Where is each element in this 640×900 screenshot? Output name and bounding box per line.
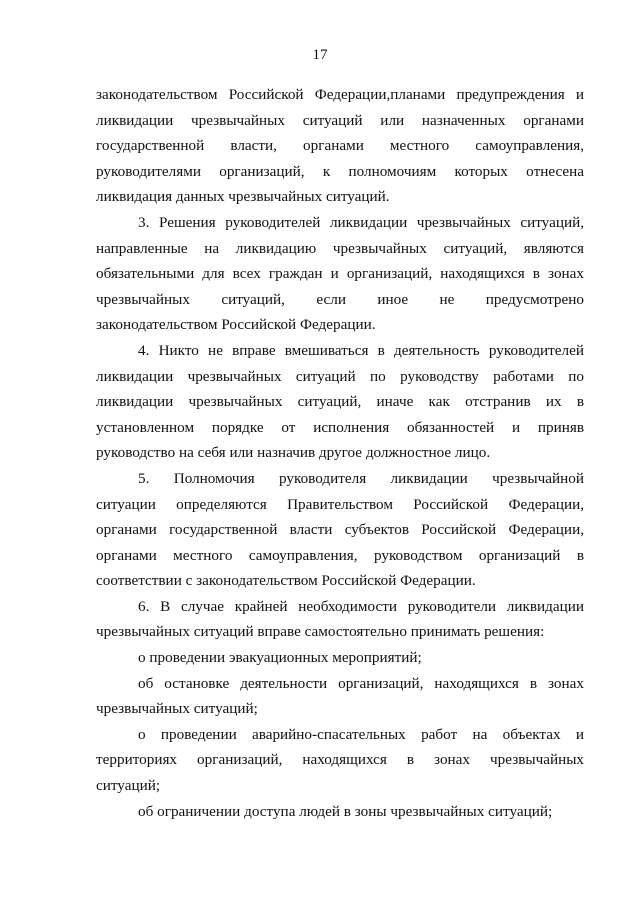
text-line: законодательством Российской Федерации.	[96, 316, 376, 334]
text-line: об остановке деятельности организаций, находящихся в зонах	[138, 674, 584, 692]
text-line: руководителями организаций, к полномочиям которых отнесена	[96, 162, 584, 180]
paragraph	[96, 722, 584, 799]
text-line: ликвидация данных чрезвычайных ситуаций.	[96, 188, 390, 206]
text-line: ситуаций;	[96, 777, 161, 795]
text-line: об ограничении доступа людей в зоны чрезвычайных ситуаций;	[138, 802, 553, 820]
text-line: чрезвычайных ситуаций вправе самостоятельно принимать решения:	[96, 623, 545, 641]
text-line: руководство на себя или назначив другое должностное лицо.	[96, 444, 491, 462]
text-line: направленные на ликвидацию чрезвычайных ситуаций, являются	[96, 239, 584, 257]
paragraph	[96, 338, 584, 466]
paragraph	[96, 645, 584, 671]
text-line: 6. В случае крайней необходимости руководители ликвидации	[138, 597, 584, 615]
text-line: ситуации определяются Правительством Российской Федерации,	[96, 495, 584, 513]
text-line: чрезвычайных ситуаций, если иное не предусмотрено	[96, 290, 584, 308]
text-line: соответствии с законодательством Российской Федерации.	[96, 572, 476, 590]
text-line: 5. Полномочия руководителя ликвидации чрезвычайной	[138, 469, 584, 487]
paragraph	[96, 210, 584, 338]
text-line: 4. Никто не вправе вмешиваться в деятельность руководителей	[138, 341, 584, 359]
text-line: 3. Решения руководителей ликвидации чрезвычайных ситуаций,	[138, 213, 584, 231]
text-line: о проведении эвакуационных мероприятий;	[138, 649, 422, 667]
text-line: о проведении аварийно-спасательных работ на объектах и	[138, 725, 584, 743]
text-line: установленном порядке от исполнения обязанностей и приняв	[96, 418, 584, 436]
text-line: государственной власти, органами местного самоуправления,	[96, 137, 584, 155]
text-line: ликвидации чрезвычайных ситуаций по руководству работами по	[96, 367, 584, 385]
paragraph	[96, 799, 584, 825]
paragraph	[96, 466, 584, 594]
paragraph	[96, 594, 584, 645]
text-line: законодательством Российской Федерации,планами предупреждения и	[96, 86, 584, 103]
text-line: ликвидации чрезвычайных ситуаций или назначенных органами	[96, 111, 584, 129]
page-number: 17	[312, 47, 328, 63]
paragraph	[96, 671, 584, 722]
text-line: органами местного самоуправления, руководством организаций в	[96, 546, 584, 564]
text-line: органами государственной власти субъектов Российской Федерации,	[96, 521, 584, 539]
text-line: ликвидации чрезвычайных ситуаций, иначе как отстранив их в	[96, 393, 584, 411]
document-body	[96, 82, 584, 824]
text-line: территориях организаций, находящихся в зонах чрезвычайных	[96, 751, 584, 769]
paragraph	[96, 82, 584, 210]
text-line: чрезвычайных ситуаций;	[96, 700, 258, 718]
text-line: обязательными для всех граждан и организаций, находящихся в зонах	[96, 265, 584, 283]
